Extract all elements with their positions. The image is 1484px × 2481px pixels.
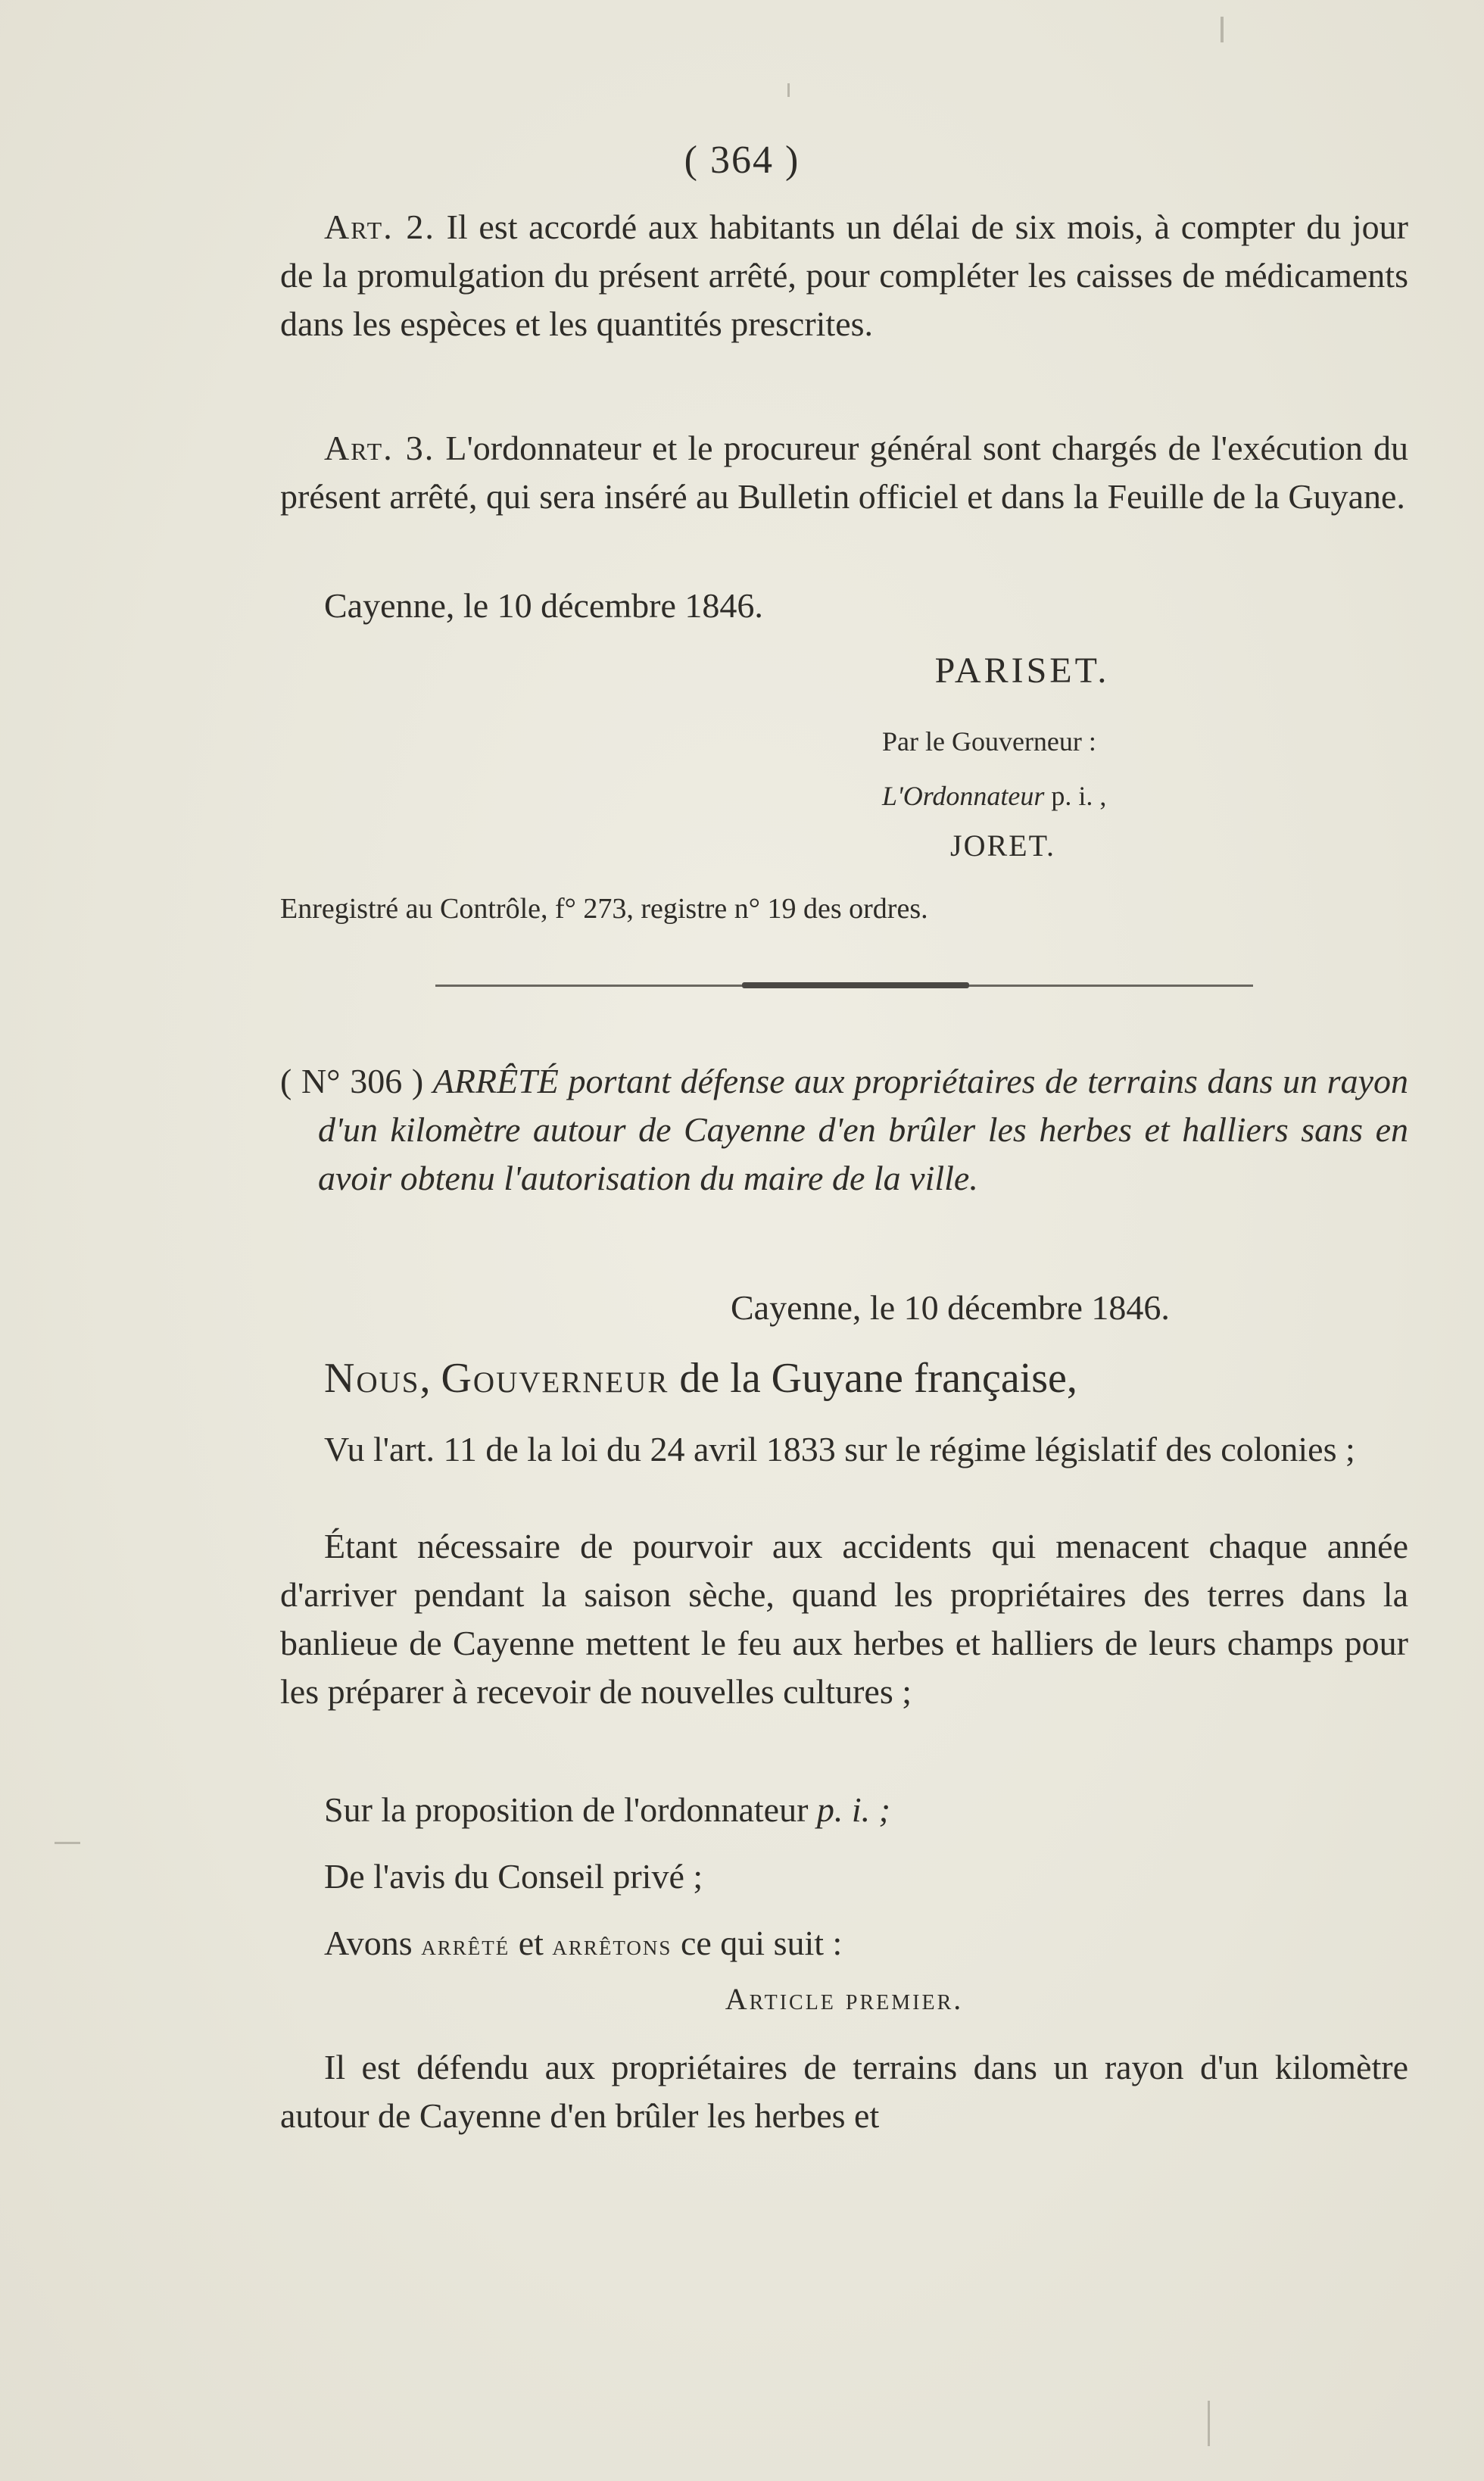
margin-speck <box>787 83 790 97</box>
article-2-text: Il est accordé aux habitants un délai de six mois, à compter du jour de la promulgation du présent arrêté, pour compléter les caisses de médicaments dans les espèces et les quantités prescrites. <box>280 208 1408 343</box>
page-number: ( 364 ) <box>684 139 800 182</box>
etant-paragraph: Étant nécessaire de pourvoir aux accidents qui menacent chaque année d'arriver pendant la saison sèche, quand les propriétaires des terres dans la banlieue de Cayenne mettent le feu aux herbes et halliers de leurs champs pour les préparer à recevoir de nouvelles cultures ; <box>280 1527 1408 1711</box>
decree-heading <box>280 1057 1408 1203</box>
margin-speck <box>1208 2401 1210 2446</box>
article-2 <box>280 203 1408 348</box>
signatory-name: PARISET. <box>934 651 1110 691</box>
article-2-label: Art. 2. <box>324 208 435 246</box>
nous-word: Nous <box>324 1355 420 1402</box>
sur-prefix: Sur la proposition de l'ordonnateur <box>324 1790 809 1829</box>
avis-paragraph: De l'avis du Conseil privé ; <box>324 1857 703 1896</box>
sur-proposition <box>280 1786 1408 1834</box>
avons-paragraph: Avons arrêté et arrêtons ce qui suit : <box>324 1924 843 1962</box>
article-3 <box>280 424 1408 521</box>
ordonnateur-title: L'Ordonnateur <box>882 781 1045 811</box>
article-1-text: Il est défendu aux propriétaires de terrains dans un rayon d'un kilomètre autour de Cayenne d'en brûler les herbes et <box>280 2048 1408 2135</box>
gouverneur-word: Gouverneur <box>441 1355 669 1402</box>
ordonnateur-suffix: p. i. , <box>1051 781 1107 811</box>
article-3-text: L'ordonnateur et le procureur général sont chargés de l'exécution du présent arrêté, qui sera inséré au Bulletin officiel et dans la Feuille de la Guyane. <box>280 429 1408 516</box>
par-le-gouverneur: Par le Gouverneur : <box>882 726 1096 757</box>
article-premier-heading: Article premier. <box>725 1982 964 2016</box>
ordonnateur-line <box>882 780 1106 812</box>
margin-speck <box>55 1842 80 1844</box>
section-divider-ornament <box>742 982 969 988</box>
ordonnateur-name: JORET. <box>950 829 1056 863</box>
registration-line: Enregistré au Contrôle, f° 273, registre n° 19 des ordres. <box>280 893 928 925</box>
vu-paragraph: Vu l'art. 11 de la loi du 24 avril 1833 sur le régime législatif des colonies ; <box>324 1430 1355 1468</box>
decree-number: ( N° 306 ) <box>280 1062 424 1100</box>
nous-gouverneur: Nous, Gouverneur de la Guyane française, <box>324 1355 1077 1402</box>
nous-rest: de la Guyane française, <box>679 1355 1077 1402</box>
dateline-first: Cayenne, le 10 décembre 1846. <box>324 586 763 625</box>
margin-speck <box>1221 17 1224 42</box>
sur-suffix: p. i. ; <box>816 1790 891 1829</box>
decree-title: ARRÊTÉ portant défense aux propriétaires de terrains dans un rayon d'un kilomètre autour de Cayenne d'en brûler les herbes et halliers sans en avoir obtenu l'autorisation du maire de la ville. <box>318 1062 1409 1197</box>
dateline-second: Cayenne, le 10 décembre 1846. <box>731 1288 1170 1327</box>
article-3-label: Art. 3. <box>324 429 435 467</box>
